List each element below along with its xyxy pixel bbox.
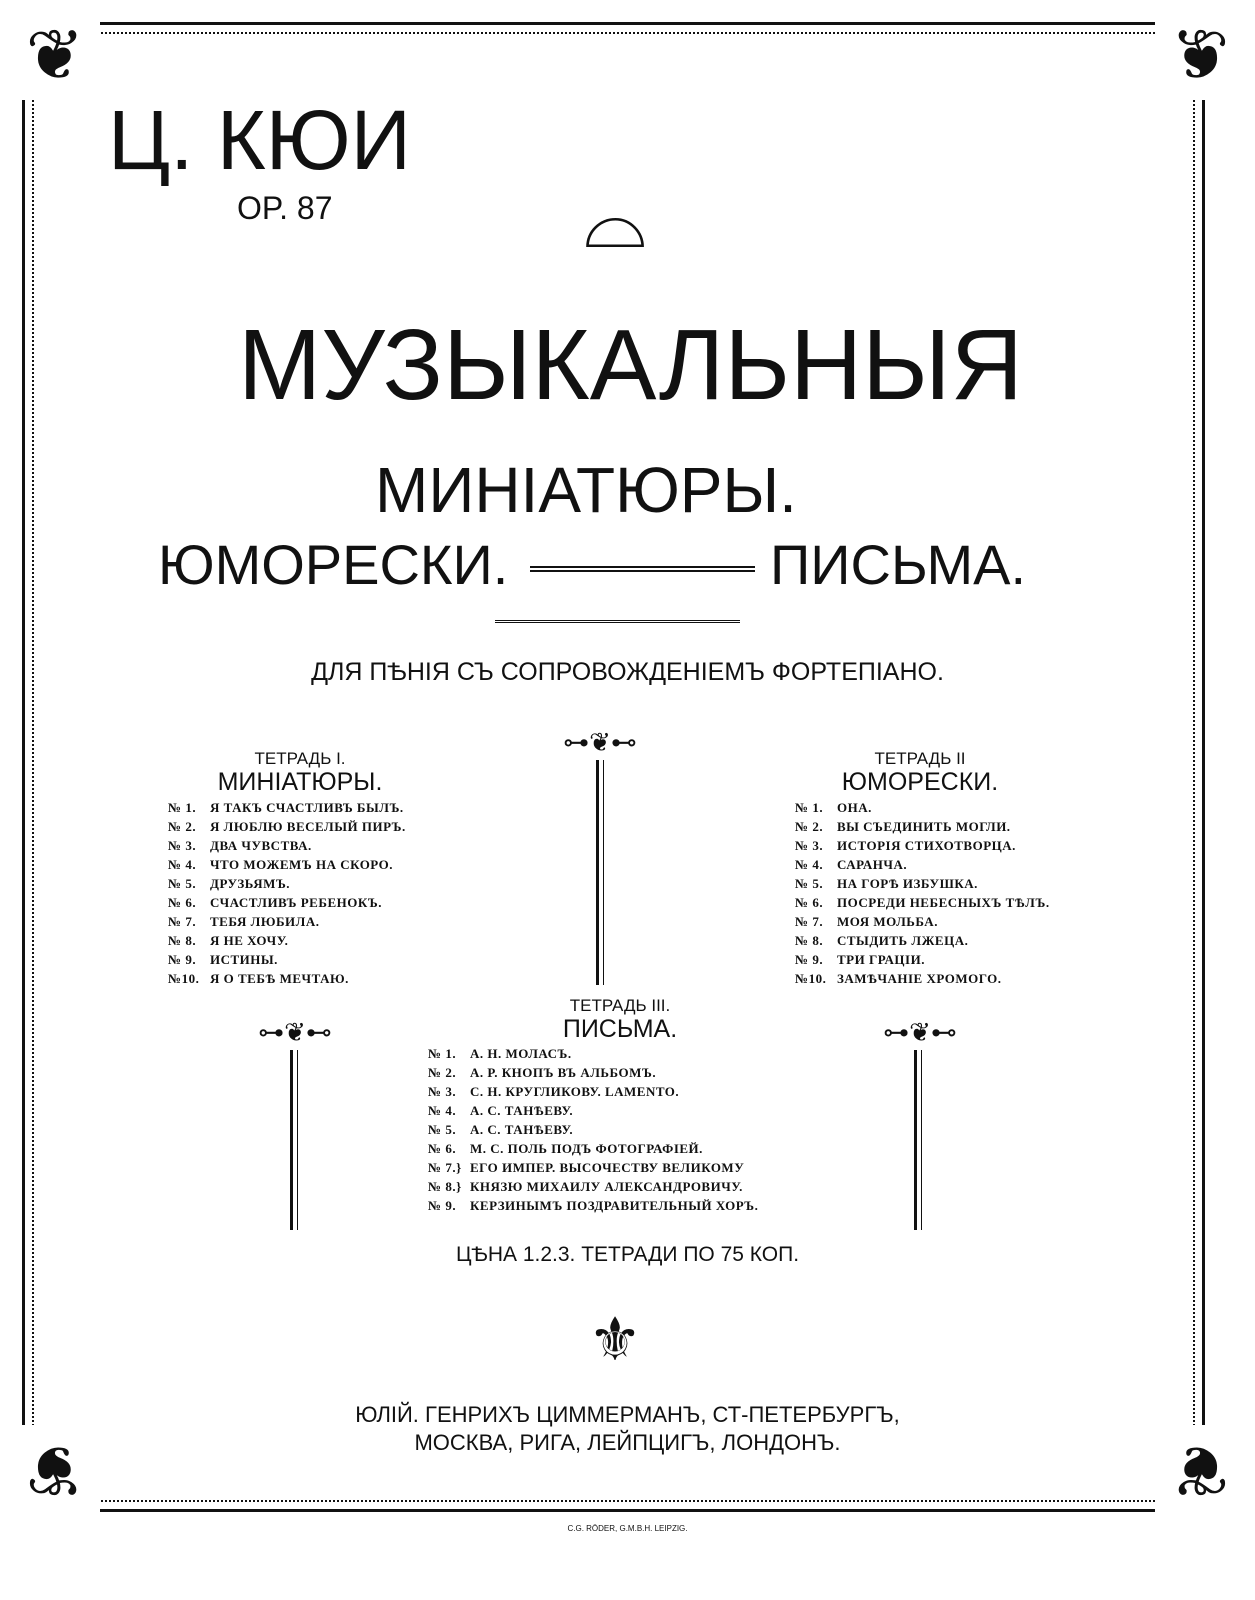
- publisher-line-2: МОСКВА, РИГА, ЛЕЙПЦИГЪ, ЛОНДОНЪ.: [414, 1430, 841, 1455]
- item-title: МОЯ МОЛЬБА.: [837, 914, 938, 929]
- title-humoresques: ЮМОРЕСКИ.: [158, 533, 509, 596]
- list-item: [168, 971, 406, 990]
- item-number: № 8.: [795, 933, 824, 948]
- item-number: № 6.: [795, 895, 824, 910]
- book-1-title: МИНIАТЮРЫ.: [217, 768, 383, 796]
- book-2-title: ЮМОРЕСКИ.: [841, 768, 999, 796]
- list-item: [428, 1122, 758, 1141]
- item-title: С. Н. КРУГЛИКОВУ. LAMENTO.: [470, 1084, 680, 1099]
- item-number: № 8.}: [428, 1179, 462, 1194]
- item-number: № 4.: [795, 857, 824, 872]
- item-number: № 2.: [168, 819, 197, 834]
- item-title: ЧТО МОЖЕМЪ НА СКОРО.: [210, 857, 394, 872]
- item-title: ПОСРЕДИ НЕБЕСНЫХЪ ТѢЛЪ.: [837, 895, 1050, 910]
- divider: [530, 566, 755, 572]
- list-item: [795, 876, 1050, 895]
- list-item: [795, 857, 1050, 876]
- item-title: КЕРЗИНЫМЪ ПОЗДРАВИТЕЛЬНЫЙ ХОРЪ.: [470, 1198, 759, 1213]
- scroll-ornament-icon: ⊶❦⊷: [258, 1018, 332, 1048]
- item-number: № 5.: [428, 1122, 457, 1137]
- item-number: №10.: [795, 971, 827, 986]
- item-number: №10.: [168, 971, 200, 986]
- item-title: ОНА.: [837, 800, 872, 815]
- item-title: ИСТИНЫ.: [210, 952, 278, 967]
- item-number: № 3.: [795, 838, 824, 853]
- list-item: [168, 876, 406, 895]
- item-number: № 7.: [795, 914, 824, 929]
- item-title: ТРИ ГРАЦIИ.: [837, 952, 925, 967]
- opus-number: OP. 87: [237, 190, 333, 226]
- item-title: А. Н. МОЛАСЪ.: [470, 1046, 572, 1061]
- item-title: Я ТАКЪ СЧАСТЛИВЪ БЫЛЪ.: [210, 800, 404, 815]
- item-title: Я О ТЕБѢ МЕЧТАЮ.: [210, 971, 349, 986]
- item-title: ДВА ЧУВСТВА.: [210, 838, 312, 853]
- title-main: МУЗЫКАЛЬНЫЯ: [238, 309, 1023, 421]
- item-number: № 1.: [795, 800, 824, 815]
- item-title: ЗАМѢЧАНIЕ ХРОМОГО.: [837, 971, 1002, 986]
- item-title: ИСТОРIЯ СТИХОТВОРЦА.: [837, 838, 1016, 853]
- subtitle: ДЛЯ ПѢНIЯ СЪ СОПРОВОЖДЕНIЕМЪ ФОРТЕПIАНО.: [311, 658, 944, 686]
- book-2-list: [795, 800, 1050, 990]
- item-number: № 9.: [168, 952, 197, 967]
- item-title: Я НЕ ХОЧУ.: [210, 933, 289, 948]
- list-item: [795, 895, 1050, 914]
- book-3-label: ТЕТРАДЬ III.: [569, 996, 671, 1015]
- item-title: ЕГО ИМПЕР. ВЫСОЧЕСТВУ ВЕЛИКОМУ: [470, 1160, 745, 1175]
- title-letters: ПИСЬМА.: [770, 533, 1027, 596]
- publisher-line-1: ЮЛIЙ. ГЕНРИХЪ ЦИММЕРМАНЪ, СТ-ПЕТЕРБУРГЪ,: [355, 1402, 900, 1427]
- item-title: ВЫ СЪЕДИНИТЬ МОГЛИ.: [837, 819, 1011, 834]
- item-number: № 2.: [428, 1065, 457, 1080]
- item-number: № 5.: [168, 876, 197, 891]
- item-title: А. С. ТАНѢЕВУ.: [470, 1122, 574, 1137]
- printer-credit: C.G. RÖDER, G.M.B.H. LEIPZIG.: [567, 1524, 688, 1533]
- item-title: САРАНЧА.: [837, 857, 908, 872]
- item-number: № 3.: [168, 838, 197, 853]
- item-number: № 2.: [795, 819, 824, 834]
- list-item: [428, 1084, 758, 1103]
- list-item: [428, 1179, 758, 1198]
- item-number: № 6.: [428, 1141, 457, 1156]
- list-item: [795, 971, 1050, 990]
- list-item: [795, 914, 1050, 933]
- item-number: № 1.: [428, 1046, 457, 1061]
- list-item: [795, 800, 1050, 819]
- item-title: А. С. ТАНѢЕВУ.: [470, 1103, 574, 1118]
- book-1-label: ТЕТРАДЬ I.: [254, 749, 346, 768]
- list-item: [795, 952, 1050, 971]
- book-1-list: [168, 800, 406, 990]
- list-item: [795, 933, 1050, 952]
- coat-of-arms-icon: ⚜: [588, 1305, 642, 1375]
- scroll-ornament-icon: ⊶❦⊷: [883, 1018, 957, 1048]
- list-item: [428, 1065, 758, 1084]
- list-item: [428, 1046, 758, 1065]
- list-item: [168, 895, 406, 914]
- divider: [495, 620, 740, 623]
- arch-ornament-icon: ⌓: [583, 173, 647, 266]
- list-item: [428, 1198, 758, 1217]
- ornament-stem: [290, 1050, 298, 1230]
- book-2-label: ТЕТРАДЬ II: [874, 749, 966, 768]
- book-3-title: ПИСЬМА.: [562, 1015, 678, 1043]
- item-number: № 7.: [168, 914, 197, 929]
- item-title: СЧАСТЛИВЪ РЕБЕНОКЪ.: [210, 895, 382, 910]
- list-item: [168, 838, 406, 857]
- corner-ornament-icon: ❦: [1155, 1425, 1245, 1515]
- item-title: ДРУЗЬЯМЪ.: [210, 876, 291, 891]
- item-title: М. С. ПОЛЬ ПОДЪ ФОТОГРАФIЕЙ.: [470, 1141, 703, 1156]
- list-item: [168, 857, 406, 876]
- price: ЦѢНА 1.2.3. ТЕТРАДИ ПО 75 КОП.: [455, 1243, 800, 1266]
- corner-ornament-icon: ❦: [10, 10, 100, 100]
- item-title: СТЫДИТЬ ЛЖЕЦА.: [837, 933, 969, 948]
- item-number: № 3.: [428, 1084, 457, 1099]
- item-number: № 4.: [168, 857, 197, 872]
- item-number: № 6.: [168, 895, 197, 910]
- scroll-ornament-icon: ⊶❦⊷: [563, 728, 637, 758]
- item-number: № 5.: [795, 876, 824, 891]
- list-item: [168, 819, 406, 838]
- list-item: [168, 952, 406, 971]
- item-number: № 8.: [168, 933, 197, 948]
- ornament-stem: [596, 760, 604, 985]
- list-item: [168, 914, 406, 933]
- item-title: А. Р. КНОПЪ ВЪ АЛЬБОМЪ.: [470, 1065, 657, 1080]
- corner-ornament-icon: ❦: [10, 1425, 100, 1515]
- item-title: Я ЛЮБЛЮ ВЕСЕЛЫЙ ПИРЪ.: [210, 819, 406, 834]
- list-item: [168, 800, 406, 819]
- item-number: № 1.: [168, 800, 197, 815]
- item-title: КНЯЗЮ МИХАИЛУ АЛЕКСАНДРОВИЧУ.: [470, 1179, 743, 1194]
- title-line-2: МИНIАТЮРЫ.: [375, 454, 797, 526]
- list-item: [168, 933, 406, 952]
- ornament-stem: [914, 1050, 922, 1230]
- list-item: [428, 1160, 758, 1179]
- item-number: № 7.}: [428, 1160, 462, 1175]
- item-number: № 9.: [795, 952, 824, 967]
- list-item: [795, 838, 1050, 857]
- composer-name: Ц. КЮИ: [108, 93, 411, 187]
- list-item: [795, 819, 1050, 838]
- item-title: ТЕБЯ ЛЮБИЛА.: [210, 914, 320, 929]
- corner-ornament-icon: ❦: [1155, 10, 1245, 100]
- item-title: НА ГОРѢ ИЗБУШКА.: [837, 876, 978, 891]
- book-3-list: [428, 1046, 758, 1217]
- list-item: [428, 1141, 758, 1160]
- item-number: № 9.: [428, 1198, 457, 1213]
- list-item: [428, 1103, 758, 1122]
- item-number: № 4.: [428, 1103, 457, 1118]
